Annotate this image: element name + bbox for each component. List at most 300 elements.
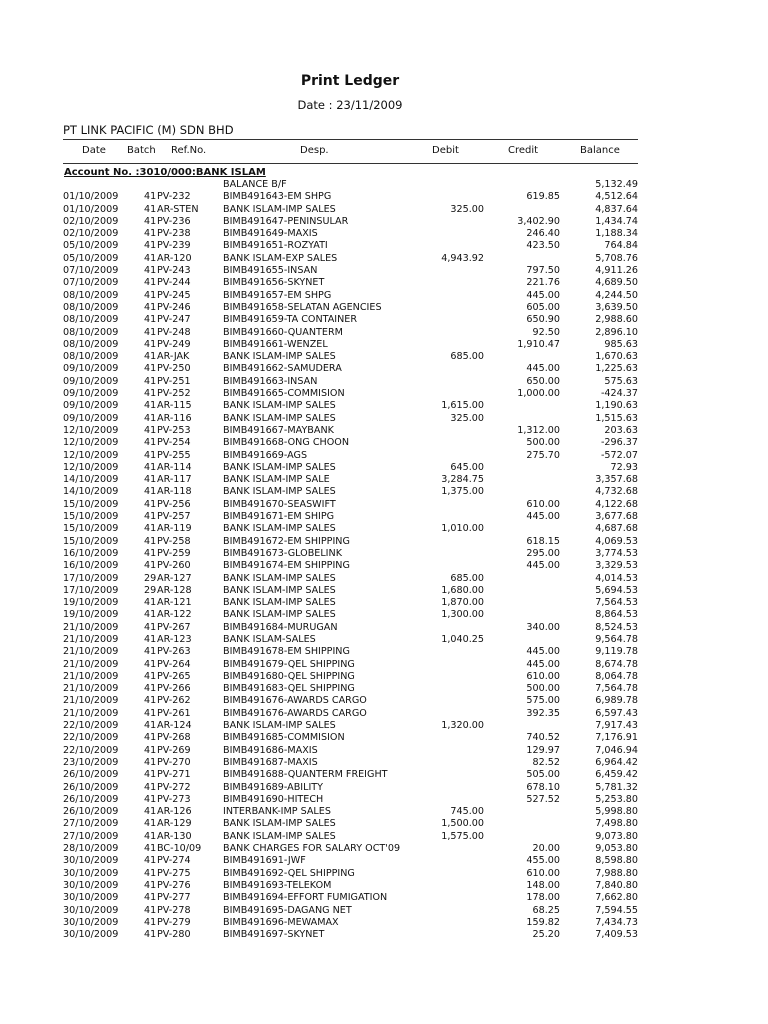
cell-ref: AR-124 — [157, 720, 192, 732]
cell-desp: BIMB491662-SAMUDERA — [223, 363, 342, 375]
table-row — [0, 388, 700, 400]
cell-batch: 41 — [144, 818, 157, 830]
cell-desp: BIMB491663-INSAN — [223, 375, 318, 387]
cell-debit: 4,943.92 — [441, 252, 484, 264]
cell-balance: 4,244.50 — [595, 289, 638, 301]
table-row — [0, 363, 700, 375]
cell-balance: 6,989.78 — [595, 695, 638, 707]
cell-desp: BIMB491694-EFFORT FUMIGATION — [223, 892, 388, 904]
table-row — [0, 560, 700, 572]
cell-ref: PV-239 — [157, 240, 191, 252]
cell-desp: BIMB491643-EM SHPG — [223, 191, 332, 203]
cell-credit: 92.50 — [532, 326, 560, 338]
cell-desp: BIMB491679-QEL SHIPPING — [223, 658, 355, 670]
cell-ref: PV-244 — [157, 277, 191, 289]
table-row — [0, 314, 700, 326]
cell-desp: BIMB491661-WENZEL — [223, 338, 328, 350]
cell-batch: 41 — [144, 695, 157, 707]
cell-date: 30/10/2009 — [63, 929, 119, 941]
cell-desp: BIMB491676-AWARDS CARGO — [223, 707, 367, 719]
cell-date: 21/10/2009 — [63, 683, 119, 695]
cell-balance: 1,434.74 — [595, 215, 638, 227]
cell-desp: BIMB491656-SKYNET — [223, 277, 325, 289]
cell-date: 16/10/2009 — [63, 547, 119, 559]
cell-debit: 3,284.75 — [441, 474, 484, 486]
cell-debit: 1,320.00 — [441, 720, 484, 732]
cell-balance: 5,998.80 — [595, 806, 638, 818]
cell-balance: 7,434.73 — [595, 916, 638, 928]
cell-date: 12/10/2009 — [63, 461, 119, 473]
table-row — [0, 671, 700, 683]
cell-ref: PV-257 — [157, 511, 191, 523]
cell-balance: 1,190.63 — [595, 400, 638, 412]
cell-balance: 5,253.80 — [595, 793, 638, 805]
table-row — [0, 327, 700, 339]
cell-balance: 4,069.53 — [595, 535, 638, 547]
cell-credit: 575.00 — [526, 695, 560, 707]
cell-ref: PV-275 — [157, 867, 191, 879]
cell-credit: 295.00 — [526, 547, 560, 559]
cell-batch: 41 — [144, 855, 157, 867]
cell-batch: 41 — [144, 461, 157, 473]
cell-batch: 41 — [144, 511, 157, 523]
table-row — [0, 597, 700, 609]
cell-date: 30/10/2009 — [63, 867, 119, 879]
cell-ref: PV-261 — [157, 707, 191, 719]
header-rule-bottom — [63, 163, 638, 164]
cell-debit: 1,375.00 — [441, 486, 484, 498]
cell-ref: AR-119 — [157, 523, 192, 535]
cell-ref: AR-123 — [157, 633, 192, 645]
cell-date: 01/10/2009 — [63, 191, 119, 203]
cell-batch: 41 — [144, 449, 157, 461]
cell-batch: 41 — [144, 437, 157, 449]
cell-desp: BIMB491674-EM SHIPPING — [223, 560, 350, 572]
page-title: Print Ledger — [300, 73, 400, 89]
cell-desp: BIMB491660-QUANTERM — [223, 326, 343, 338]
cell-balance: -296.37 — [600, 437, 638, 449]
report-date: Date : 23/11/2009 — [297, 98, 403, 112]
cell-ref: AR-126 — [157, 806, 192, 818]
table-row — [0, 769, 700, 781]
cell-date: 17/10/2009 — [63, 584, 119, 596]
cell-ref: PV-245 — [157, 289, 191, 301]
cell-credit: 1,312.00 — [517, 424, 560, 436]
cell-balance: 4,689.50 — [595, 277, 638, 289]
cell-desp: BIMB491658-SELATAN AGENCIES — [223, 301, 382, 313]
table-row — [0, 536, 700, 548]
cell-desp: BANK ISLAM-IMP SALES — [223, 572, 336, 584]
cell-date: 01/10/2009 — [63, 203, 119, 215]
cell-date: 19/10/2009 — [63, 609, 119, 621]
cell-ref: PV-238 — [157, 228, 191, 240]
table-row — [0, 880, 700, 892]
cell-date: 05/10/2009 — [63, 240, 119, 252]
table-row — [0, 868, 700, 880]
cell-balance: 5,781.32 — [595, 781, 638, 793]
cell-date: 02/10/2009 — [63, 228, 119, 240]
cell-date: 22/10/2009 — [63, 732, 119, 744]
ledger-table — [0, 179, 700, 941]
cell-balance: 4,122.68 — [595, 498, 638, 510]
cell-balance: 4,911.26 — [595, 265, 638, 277]
cell-credit: 610.00 — [526, 670, 560, 682]
table-row — [0, 609, 700, 621]
cell-balance: 6,964.42 — [595, 756, 638, 768]
cell-ref: PV-256 — [157, 498, 191, 510]
cell-balance: 7,176.91 — [595, 732, 638, 744]
cell-desp: BIMB491684-MURUGAN — [223, 621, 338, 633]
cell-ref: PV-264 — [157, 658, 191, 670]
table-row — [0, 204, 700, 216]
column-header-credit: Credit — [508, 145, 539, 156]
cell-batch: 41 — [144, 326, 157, 338]
cell-desp: BIMB491693-TELEKOM — [223, 879, 332, 891]
cell-date: 26/10/2009 — [63, 781, 119, 793]
cell-balance: 8,674.78 — [595, 658, 638, 670]
table-row — [0, 240, 700, 252]
cell-ref: PV-279 — [157, 916, 191, 928]
cell-date: 26/10/2009 — [63, 769, 119, 781]
cell-balance: 3,774.53 — [595, 547, 638, 559]
cell-balance: 1,670.63 — [595, 351, 638, 363]
cell-desp: BIMB491688-QUANTERM FREIGHT — [223, 769, 388, 781]
cell-date: 30/10/2009 — [63, 879, 119, 891]
column-header-debit: Debit — [432, 145, 459, 156]
table-row — [0, 425, 700, 437]
cell-balance: -572.07 — [600, 449, 638, 461]
table-row — [0, 622, 700, 634]
cell-credit: 340.00 — [526, 621, 560, 633]
cell-desp: BIMB491673-GLOBELINK — [223, 547, 342, 559]
cell-date: 21/10/2009 — [63, 707, 119, 719]
cell-batch: 41 — [144, 732, 157, 744]
cell-ref: PV-269 — [157, 744, 191, 756]
cell-ref: BC-10/09 — [157, 843, 202, 855]
cell-debit: 325.00 — [450, 203, 484, 215]
cell-date: 26/10/2009 — [63, 793, 119, 805]
cell-date: 22/10/2009 — [63, 744, 119, 756]
cell-date: 15/10/2009 — [63, 535, 119, 547]
cell-date: 12/10/2009 — [63, 424, 119, 436]
cell-batch: 41 — [144, 203, 157, 215]
cell-batch: 41 — [144, 769, 157, 781]
cell-credit: 610.00 — [526, 867, 560, 879]
cell-ref: PV-259 — [157, 547, 191, 559]
cell-credit: 423.50 — [526, 240, 560, 252]
cell-balance: 4,732.68 — [595, 486, 638, 498]
cell-batch: 41 — [144, 609, 157, 621]
cell-balance: 7,917.43 — [595, 720, 638, 732]
cell-batch: 41 — [144, 879, 157, 891]
cell-desp: BIMB491659-TA CONTAINER — [223, 314, 358, 326]
cell-desp: BANK ISLAM-IMP SALES — [223, 720, 336, 732]
cell-batch: 41 — [144, 621, 157, 633]
cell-desp: BANK ISLAM-SALES — [223, 633, 316, 645]
cell-ref: PV-232 — [157, 191, 191, 203]
cell-desp: BANK ISLAM-IMP SALES — [223, 412, 336, 424]
cell-ref: PV-253 — [157, 424, 191, 436]
cell-debit: 325.00 — [450, 412, 484, 424]
cell-date: 09/10/2009 — [63, 375, 119, 387]
table-row — [0, 585, 700, 597]
cell-desp: BANK ISLAM-IMP SALES — [223, 830, 336, 842]
table-row — [0, 659, 700, 671]
cell-ref: PV-260 — [157, 560, 191, 572]
cell-ref: PV-247 — [157, 314, 191, 326]
table-row — [0, 831, 700, 843]
cell-date: 12/10/2009 — [63, 449, 119, 461]
cell-ref: PV-268 — [157, 732, 191, 744]
cell-balance: 7,594.55 — [595, 904, 638, 916]
cell-debit: 745.00 — [450, 806, 484, 818]
cell-balance: 9,564.78 — [595, 633, 638, 645]
table-row — [0, 634, 700, 646]
cell-desp: BIMB491690-HITECH — [223, 793, 324, 805]
cell-ref: PV-272 — [157, 781, 191, 793]
cell-desp: BIMB491665-COMMISION — [223, 388, 345, 400]
cell-balance: 4,512.64 — [595, 191, 638, 203]
cell-date: 30/10/2009 — [63, 892, 119, 904]
cell-balance: 7,662.80 — [595, 892, 638, 904]
cell-credit: 129.97 — [526, 744, 560, 756]
cell-batch: 41 — [144, 277, 157, 289]
cell-credit: 650.90 — [526, 314, 560, 326]
cell-balance: 8,524.53 — [595, 621, 638, 633]
cell-batch: 41 — [144, 658, 157, 670]
cell-ref: PV-236 — [157, 215, 191, 227]
cell-batch: 41 — [144, 793, 157, 805]
table-row — [0, 818, 700, 830]
cell-batch: 41 — [144, 424, 157, 436]
cell-date: 08/10/2009 — [63, 314, 119, 326]
cell-ref: PV-251 — [157, 375, 191, 387]
cell-credit: 1,910.47 — [517, 338, 560, 350]
cell-desp: BALANCE B/F — [223, 179, 287, 190]
cell-debit: 1,500.00 — [441, 818, 484, 830]
cell-desp: BIMB491651-ROZYATI — [223, 240, 328, 252]
cell-credit: 797.50 — [526, 265, 560, 277]
cell-balance: 1,225.63 — [595, 363, 638, 375]
cell-balance: 3,639.50 — [595, 301, 638, 313]
cell-date: 17/10/2009 — [63, 572, 119, 584]
cell-credit: 178.00 — [526, 892, 560, 904]
cell-balance: 985.63 — [604, 338, 638, 350]
cell-batch: 41 — [144, 265, 157, 277]
cell-date: 30/10/2009 — [63, 904, 119, 916]
cell-ref: PV-270 — [157, 756, 191, 768]
cell-date: 12/10/2009 — [63, 437, 119, 449]
column-header-date: Date — [82, 145, 106, 156]
cell-desp: BANK CHARGES FOR SALARY OCT'09 — [223, 843, 401, 855]
cell-credit: 445.00 — [526, 289, 560, 301]
table-row — [0, 892, 700, 904]
table-row — [0, 302, 700, 314]
cell-date: 21/10/2009 — [63, 658, 119, 670]
cell-ref: PV-255 — [157, 449, 191, 461]
cell-credit: 275.70 — [526, 449, 560, 461]
cell-credit: 221.76 — [526, 277, 560, 289]
cell-batch: 41 — [144, 597, 157, 609]
cell-desp: BIMB491667-MAYBANK — [223, 424, 334, 436]
cell-debit: 685.00 — [450, 351, 484, 363]
table-row — [0, 277, 700, 289]
cell-batch: 41 — [144, 535, 157, 547]
cell-credit: 445.00 — [526, 646, 560, 658]
cell-date: 14/10/2009 — [63, 486, 119, 498]
column-header-ref: Ref.No. — [171, 145, 207, 156]
table-row — [0, 720, 700, 732]
table-row — [0, 683, 700, 695]
cell-desp: BIMB491691-JWF — [223, 855, 306, 867]
cell-credit: 20.00 — [532, 843, 560, 855]
cell-desp: BIMB491685-COMMISION — [223, 732, 345, 744]
table-row — [0, 929, 700, 941]
company-name: PT LINK PACIFIC (M) SDN BHD — [63, 123, 234, 137]
cell-credit: 3,402.90 — [517, 215, 560, 227]
cell-date: 08/10/2009 — [63, 289, 119, 301]
cell-balance: 3,677.68 — [595, 511, 638, 523]
table-row — [0, 695, 700, 707]
cell-date: 30/10/2009 — [63, 916, 119, 928]
account-heading: Account No. :3010/000:BANK ISLAM — [64, 167, 266, 178]
cell-ref: AR-116 — [157, 412, 192, 424]
table-row — [0, 499, 700, 511]
cell-batch: 41 — [144, 830, 157, 842]
cell-date: 21/10/2009 — [63, 670, 119, 682]
cell-credit: 455.00 — [526, 855, 560, 867]
cell-credit: 605.00 — [526, 301, 560, 313]
cell-ref: PV-250 — [157, 363, 191, 375]
cell-desp: BIMB491676-AWARDS CARGO — [223, 695, 367, 707]
cell-date: 02/10/2009 — [63, 215, 119, 227]
cell-balance: 2,988.60 — [595, 314, 638, 326]
cell-batch: 41 — [144, 707, 157, 719]
cell-desp: BIMB491692-QEL SHIPPING — [223, 867, 355, 879]
cell-ref: AR-117 — [157, 474, 192, 486]
cell-balance: 8,064.78 — [595, 670, 638, 682]
table-row — [0, 179, 700, 191]
cell-balance: 72.93 — [610, 461, 638, 473]
cell-batch: 41 — [144, 867, 157, 879]
cell-debit: 1,010.00 — [441, 523, 484, 535]
cell-date: 30/10/2009 — [63, 855, 119, 867]
cell-batch: 41 — [144, 547, 157, 559]
cell-date: 15/10/2009 — [63, 511, 119, 523]
cell-batch: 41 — [144, 412, 157, 424]
cell-ref: AR-130 — [157, 830, 192, 842]
cell-desp: BIMB491689-ABILITY — [223, 781, 324, 793]
cell-batch: 41 — [144, 744, 157, 756]
cell-ref: PV-274 — [157, 855, 191, 867]
cell-date: 21/10/2009 — [63, 633, 119, 645]
table-row — [0, 450, 700, 462]
cell-credit: 500.00 — [526, 437, 560, 449]
cell-batch: 41 — [144, 215, 157, 227]
cell-ref: PV-277 — [157, 892, 191, 904]
cell-credit: 392.35 — [526, 707, 560, 719]
cell-date: 07/10/2009 — [63, 277, 119, 289]
table-row — [0, 400, 700, 412]
cell-credit: 1,000.00 — [517, 388, 560, 400]
cell-ref: AR-129 — [157, 818, 192, 830]
cell-date: 15/10/2009 — [63, 523, 119, 535]
cell-desp: BANK ISLAM-IMP SALES — [223, 523, 336, 535]
cell-balance: 1,188.34 — [595, 228, 638, 240]
column-header-desp: Desp. — [300, 145, 329, 156]
table-row — [0, 290, 700, 302]
cell-desp: BIMB491672-EM SHIPPING — [223, 535, 350, 547]
cell-batch: 41 — [144, 892, 157, 904]
cell-credit: 618.15 — [526, 535, 560, 547]
cell-credit: 68.25 — [532, 904, 560, 916]
cell-ref: AR-128 — [157, 584, 192, 596]
cell-ref: AR-122 — [157, 609, 192, 621]
cell-balance: 2,896.10 — [595, 326, 638, 338]
cell-debit: 1,575.00 — [441, 830, 484, 842]
table-row — [0, 216, 700, 228]
table-row — [0, 339, 700, 351]
cell-desp: BIMB491678-EM SHIPPING — [223, 646, 350, 658]
cell-desp: BIMB491695-DAGANG NET — [223, 904, 352, 916]
cell-ref: AR-120 — [157, 252, 192, 264]
cell-ref: AR-115 — [157, 400, 192, 412]
cell-balance: 5,132.49 — [595, 179, 638, 190]
cell-credit: 740.52 — [526, 732, 560, 744]
cell-ref: PV-249 — [157, 338, 191, 350]
table-row — [0, 646, 700, 658]
cell-credit: 505.00 — [526, 769, 560, 781]
cell-batch: 41 — [144, 240, 157, 252]
cell-batch: 41 — [144, 228, 157, 240]
cell-batch: 41 — [144, 289, 157, 301]
cell-date: 23/10/2009 — [63, 756, 119, 768]
cell-desp: BANK ISLAM-EXP SALES — [223, 252, 338, 264]
table-row — [0, 917, 700, 929]
cell-balance: 6,459.42 — [595, 769, 638, 781]
cell-date: 14/10/2009 — [63, 474, 119, 486]
cell-desp: BANK ISLAM-IMP SALES — [223, 400, 336, 412]
cell-ref: PV-258 — [157, 535, 191, 547]
cell-date: 16/10/2009 — [63, 560, 119, 572]
cell-balance: 9,119.78 — [595, 646, 638, 658]
cell-date: 09/10/2009 — [63, 388, 119, 400]
table-row — [0, 474, 700, 486]
cell-date: 08/10/2009 — [63, 351, 119, 363]
cell-balance: 7,988.80 — [595, 867, 638, 879]
cell-desp: BIMB491655-INSAN — [223, 265, 318, 277]
cell-credit: 25.20 — [532, 929, 560, 941]
cell-batch: 41 — [144, 338, 157, 350]
cell-debit: 645.00 — [450, 461, 484, 473]
table-row — [0, 757, 700, 769]
header-rule-top — [63, 139, 638, 140]
cell-balance: 7,564.53 — [595, 597, 638, 609]
cell-batch: 41 — [144, 646, 157, 658]
cell-balance: 575.63 — [604, 375, 638, 387]
cell-ref: PV-262 — [157, 695, 191, 707]
cell-desp: BANK ISLAM-IMP SALES — [223, 818, 336, 830]
cell-balance: 7,564.78 — [595, 683, 638, 695]
cell-batch: 41 — [144, 683, 157, 695]
cell-batch: 41 — [144, 363, 157, 375]
cell-desp: BANK ISLAM-IMP SALES — [223, 486, 336, 498]
table-row — [0, 573, 700, 585]
cell-batch: 41 — [144, 498, 157, 510]
cell-batch: 41 — [144, 806, 157, 818]
cell-ref: PV-246 — [157, 301, 191, 313]
cell-ref: PV-248 — [157, 326, 191, 338]
